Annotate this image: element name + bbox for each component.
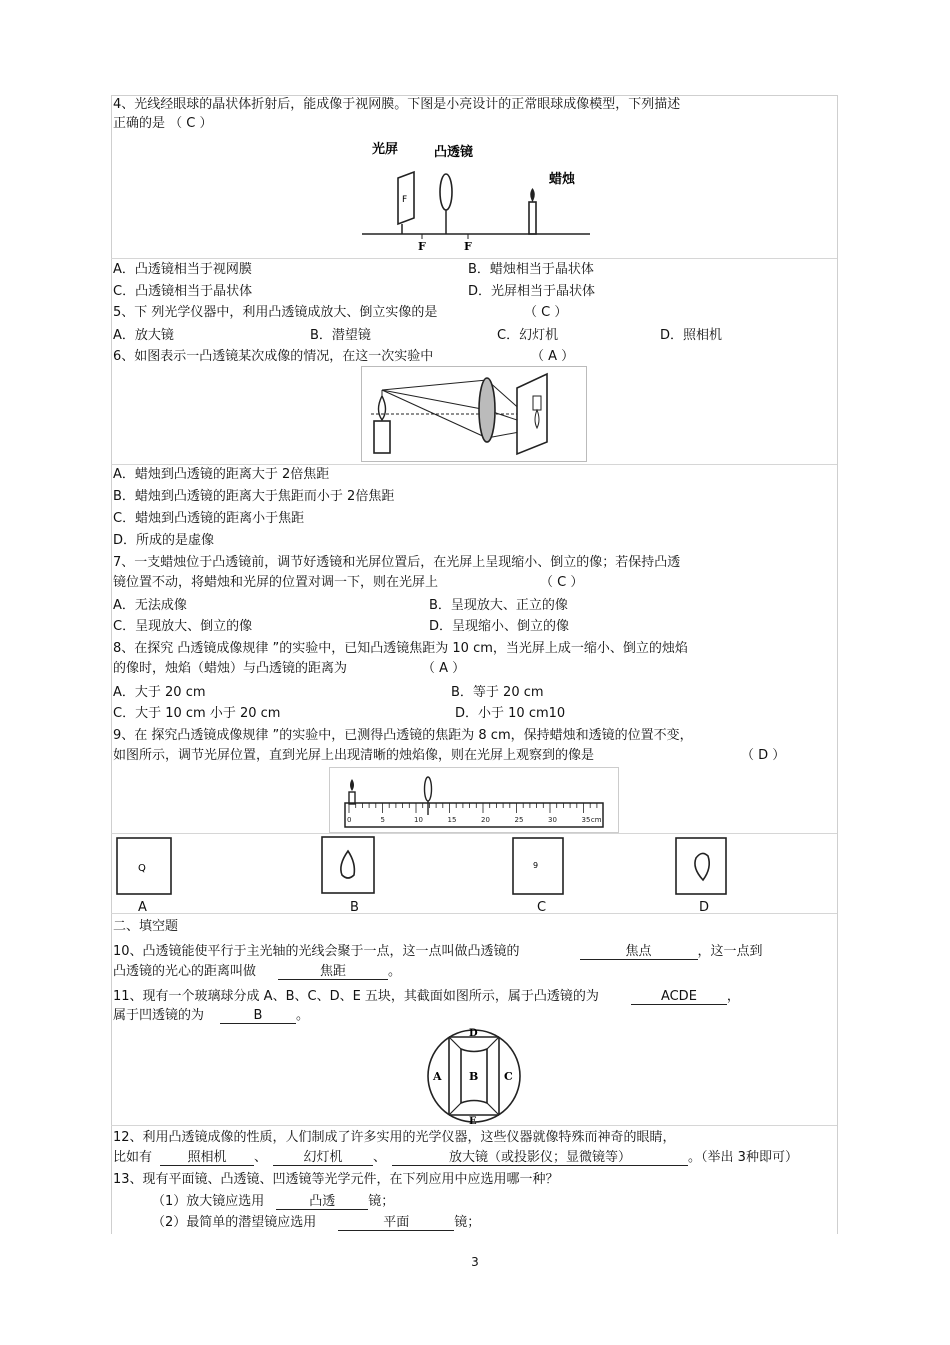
choice-b-image [318, 833, 378, 897]
q4-option-b: B．蜡烛相当于晶状体 [468, 262, 594, 277]
ball-label-b: B [469, 1070, 479, 1083]
ruler-figure [329, 767, 619, 833]
q8-line2: 的像时，烛焰（蜡烛）与凸透镜的距离为 [113, 661, 348, 676]
ball-label-e: E [469, 1116, 477, 1125]
q10-blank-focus: 焦点 [580, 944, 698, 960]
eye-model-figure [350, 134, 596, 258]
q10-text-1: 10、凸透镜能使平行于主光轴的光线会聚于一点，这一点叫做凸透镜的 [113, 944, 520, 959]
q13-stem: 13、现有平面镜、凸透镜、凹透镜等光学元件，在下列应用中应选用哪一种？ [113, 1172, 559, 1187]
ruler-label: 20 [481, 816, 490, 824]
q13-blank-2: 平面 [338, 1215, 454, 1231]
ball-label-d: D [469, 1028, 478, 1039]
q5-stem: 5、下 列光学仪器中，利用凸透镜成放大、倒立实像的是 [113, 305, 438, 320]
q13-blank-1: 凸透 [276, 1194, 368, 1210]
q12-text-2: 。（举出 3种即可） [688, 1150, 798, 1165]
choice-c-image [509, 834, 567, 898]
q11-line2 [113, 1008, 309, 1024]
ruler-label: 30 [548, 816, 557, 824]
q5-answer: （ C ） [524, 305, 568, 320]
ruler-label: 0 [347, 816, 352, 824]
q6-option-c: C．蜡烛到凸透镜的距离小于焦距 [113, 511, 305, 526]
ruler-label: 35 [581, 816, 591, 824]
q7-option-a: A．无法成像 [113, 598, 187, 613]
q7-line2: 镜位置不动，将蜡烛和光屏的位置对调一下，则在光屏上 [113, 575, 439, 590]
q13-sub2 [152, 1215, 480, 1231]
q10-blank-focal-length: 焦距 [278, 964, 388, 980]
choice-d-image [672, 834, 730, 898]
q6-option-a: A．蜡烛到凸透镜的距离大于 2倍焦距 [113, 467, 330, 482]
ruler-label: cm [590, 816, 602, 824]
lens-imaging-figure [361, 366, 587, 462]
q7-option-b: B．呈现放大、正立的像 [429, 598, 568, 613]
q10-line1 [113, 944, 763, 960]
q9-answer: （ D ） [741, 748, 786, 763]
q4-option-c: C．凸透镜相当于晶状体 [113, 284, 253, 299]
q7-option-d: D．呈现缩小、倒立的像 [429, 619, 570, 634]
q12-line1: 12、利用凸透镜成像的性质，人们制成了许多实用的光学仪器，这些仪器就像特殊而神奇的眼睛， [113, 1130, 676, 1145]
q12-text-1: 比如有 [113, 1150, 153, 1165]
divider [111, 258, 837, 259]
q11-text-3: 属于凹透镜的为 [113, 1008, 205, 1023]
q4-option-a: A．凸透镜相当于视网膜 [113, 262, 252, 277]
label-f1: F [418, 240, 426, 253]
svg-text:F: F [402, 195, 408, 205]
divider [111, 913, 837, 914]
q4-line2: 正确的是 （ C ） [113, 116, 213, 131]
q4-line1: 4、光线经眼球的晶状体折射后，能成像于视网膜。下图是小亮设计的正常眼球成像模型，下列描述 [113, 97, 681, 112]
page-number: 3 [471, 1255, 479, 1269]
q5-option-c: C．幻灯机 [497, 328, 559, 343]
q11-text-2: ， [726, 989, 740, 1004]
section-title: 二、填空题 [113, 919, 179, 934]
q11-text-1: 11、现有一个玻璃球分成 A、B、C、D、E 五块，其截面如图所示，属于凸透镜的为 [113, 989, 599, 1004]
q11-blank-convex: ACDE [631, 989, 727, 1005]
q5-option-a: A．放大镜 [113, 328, 174, 343]
svg-text:Q: Q [138, 863, 146, 874]
q11-blank-concave: B [220, 1008, 296, 1024]
svg-text:9: 9 [533, 861, 539, 870]
q8-option-b: B．等于 20 cm [451, 685, 544, 700]
q5-option-d: D．照相机 [660, 328, 723, 343]
q13-sub1-text: （1）放大镜应选用 [152, 1194, 265, 1209]
q12-blank-3: 放大镜（或投影仪；显微镜等） [392, 1150, 688, 1166]
label-candle: 蜡烛 [549, 172, 576, 187]
q9-line2: 如图所示，调节光屏位置，直到光屏上出现清晰的烛焰像，则在光屏上观察到的像是 [113, 748, 595, 763]
q9-line1: 9、在 探究凸透镜成像规律 ”的实验中，已测得凸透镜的焦距为 8 cm，保持蜡烛和透镜的位置不变， [113, 728, 693, 743]
q10-line2 [113, 964, 401, 980]
q10-text-2: ，这一点到 [697, 944, 763, 959]
ruler-label: 5 [380, 816, 385, 824]
label-f2: F [464, 240, 472, 253]
q8-option-d: D．小于 10 cm10 [455, 706, 566, 721]
choice-a-label: A [138, 900, 147, 915]
choice-c-label: C [537, 900, 547, 915]
ruler-label: 10 [414, 816, 423, 824]
q8-option-c: C．大于 10 cm 小于 20 cm [113, 706, 281, 721]
q12-line2 [113, 1150, 798, 1166]
q12-sep-2: 、 [373, 1150, 387, 1165]
q12-sep-1: 、 [254, 1150, 268, 1165]
q11-line1 [113, 989, 740, 1005]
divider [111, 1125, 837, 1126]
q7-line1: 7、一支蜡烛位于凸透镜前，调节好透镜和光屏位置后，在光屏上呈现缩小、倒立的像；若保持凸透 [113, 555, 681, 570]
choice-a-image [113, 834, 175, 898]
q13-sub1-end: 镜； [368, 1194, 395, 1209]
q12-blank-1: 照相机 [160, 1150, 254, 1166]
q6-stem: 6、如图表示一凸透镜某次成像的情况，在这一次实验中 [113, 349, 434, 364]
ruler-label: 25 [514, 816, 524, 824]
q13-sub2-text: （2）最简单的潜望镜应选用 [152, 1215, 317, 1230]
q8-option-a: A．大于 20 cm [113, 685, 206, 700]
choice-d-label: D [699, 900, 710, 915]
ruler-label: 15 [447, 816, 457, 824]
divider [111, 464, 837, 465]
label-screen: 光屏 [372, 142, 399, 157]
q13-sub2-end: 镜； [454, 1215, 481, 1230]
ball-label-c: C [504, 1070, 513, 1083]
q7-answer: （ C ） [540, 575, 584, 590]
q8-answer: （ A ） [422, 661, 466, 676]
q6-answer: （ A ） [531, 349, 575, 364]
q6-option-b: B．蜡烛到凸透镜的距离大于焦距而小于 2倍焦距 [113, 489, 395, 504]
q10-text-3: 凸透镜的光心的距离叫做 [113, 964, 257, 979]
q4-option-d: D．光屏相当于晶状体 [468, 284, 596, 299]
q5-option-b: B．潜望镜 [310, 328, 371, 343]
q6-option-d: D．所成的是虚像 [113, 533, 215, 548]
q13-sub1 [152, 1194, 394, 1210]
q10-text-4: 。 [388, 964, 402, 979]
q11-text-4: 。 [296, 1008, 310, 1023]
choice-b-label: B [350, 900, 359, 915]
glass-ball-figure [425, 1027, 523, 1125]
q12-blank-2: 幻灯机 [273, 1150, 373, 1166]
ball-label-a: A [433, 1070, 442, 1083]
q8-line1: 8、在探究 凸透镜成像规律 ”的实验中，已知凸透镜焦距为 10 cm，当光屏上成一缩小、倒立的烛焰 [113, 641, 688, 656]
label-lens: 凸透镜 [434, 145, 474, 160]
q7-option-c: C．呈现放大、倒立的像 [113, 619, 253, 634]
